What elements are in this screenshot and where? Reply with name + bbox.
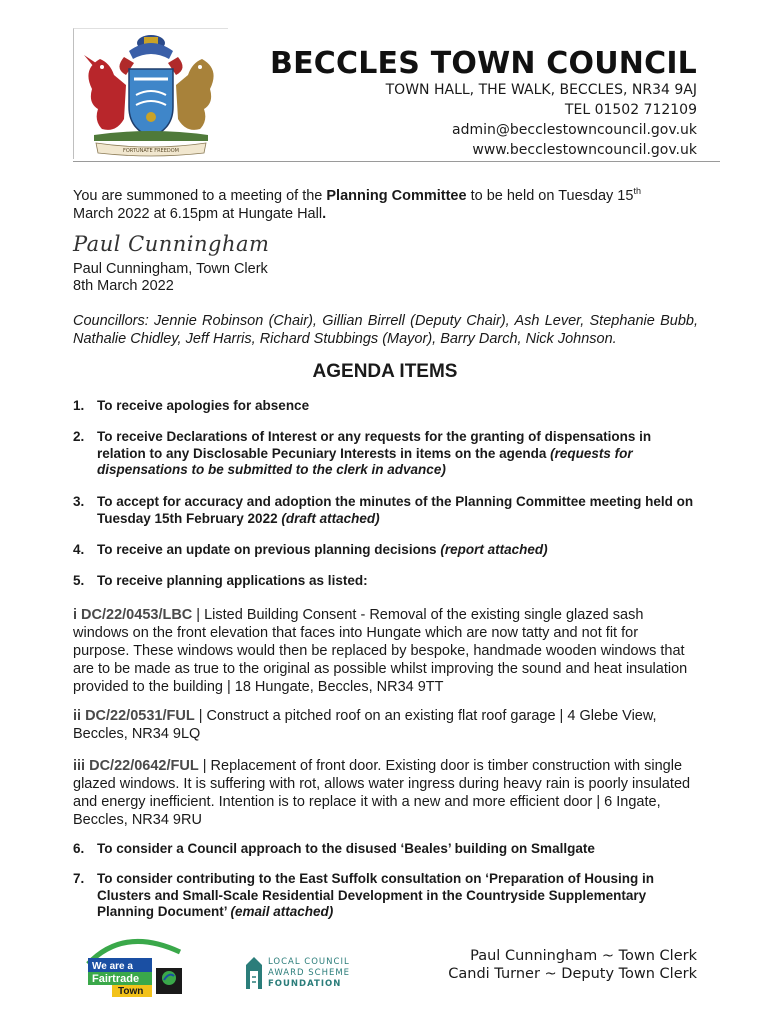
agenda-item: [73, 494, 698, 527]
header-divider: [73, 161, 720, 162]
item-number: 1.: [73, 398, 85, 413]
agenda-item: [73, 871, 698, 921]
contact-details: [386, 80, 697, 160]
address-line: TOWN HALL, THE WALK, BECCLES, NR34 9AJ: [385, 82, 697, 98]
lcas-text: [268, 957, 350, 990]
item-text: To receive Declarations of Interest or any requests for the granting of dispensations in relation to any Disclosable Pecuniary Interests in items on the agenda: [97, 429, 652, 461]
footer-clerk: Paul Cunningham ~ Town Clerk: [470, 948, 697, 964]
summons-end: .: [322, 205, 327, 222]
email-line: admin@becclestowncouncil.gov.uk: [452, 122, 697, 138]
website-line: www.becclestowncouncil.gov.uk: [472, 142, 697, 158]
application-ref: ii DC/22/0531/FUL: [73, 708, 195, 724]
item-note: (email attached): [230, 904, 334, 919]
council-name: BECCLES TOWN COUNCIL: [270, 46, 697, 81]
agenda-title: AGENDA ITEMS: [312, 361, 458, 382]
clerk-signature: Paul Cunningham: [73, 232, 270, 256]
lcas-foundation-icon: [244, 955, 264, 991]
crest-icon: [74, 29, 228, 159]
item-number: 5.: [73, 573, 85, 588]
lcas-line2: AWARD SCHEME: [268, 968, 351, 978]
application-text: | Construct a pitched roof on an existing flat roof garage | 4 Glebe View, Beccles, NR34 9LQ: [73, 708, 657, 742]
application-text: | Listed Building Consent - Removal of the existing single glazed sash windows on the front elevation that faces into Hungate which are now tatty and not fit for purpose. These windows would then be replaced by bespoke, handmade wooden windows that are to be made as true to the original as possible whilst improving the sound and heat insulation provided to the building | 18 Hungate, Beccles, NR34 9TT: [73, 607, 688, 695]
planning-application: [73, 757, 698, 829]
item-note: (report attached): [440, 542, 548, 557]
summons-line2: March 2022 at 6.15pm at Hungate Hall: [73, 205, 323, 222]
item-note: (requests for dispensations to be submitted to the clerk in advance): [97, 445, 633, 477]
item-number: 7.: [73, 871, 85, 886]
footer-deputy-clerk: Candi Turner ~ Deputy Town Clerk: [448, 966, 697, 982]
item-number: 4.: [73, 542, 85, 557]
telephone-line: TEL 01502 712109: [564, 102, 697, 118]
agenda-item: [73, 841, 698, 858]
item-number: 2.: [73, 429, 85, 444]
fairtrade-line3: Town: [118, 986, 144, 997]
summons-middle: to be held on Tuesday 15: [466, 187, 634, 204]
clerk-block: [73, 261, 268, 295]
summons-prefix: You are summoned to a meeting of the: [73, 187, 327, 204]
planning-application: [73, 707, 698, 743]
lcas-line1: LOCAL COUNCIL: [268, 957, 350, 967]
agenda-item: [73, 398, 698, 415]
clerk-name-title: Paul Cunningham, Town Clerk: [73, 261, 268, 277]
application-ref: i DC/22/0453/LBC: [73, 607, 193, 623]
date-suffix: th: [633, 186, 641, 196]
lcas-line3: FOUNDATION: [268, 979, 342, 989]
council-crest: [73, 28, 228, 159]
planning-application: [73, 606, 698, 696]
application-ref: iii DC/22/0642/FUL: [73, 758, 199, 774]
agenda-item: [73, 573, 698, 590]
item-text: To receive an update on previous planning decisions: [97, 542, 441, 557]
item-text: To receive apologies for absence: [97, 398, 310, 413]
meeting-summons: [73, 182, 713, 223]
application-text: | Replacement of front door. Existing door is timber construction with single glazed windows. It is suffering with rot, allows water ingress during heavy rain is poorly insulated and energy inefficient. Intention is to replace it with a new and more efficient door | 6 Ingate, Beccles, NR34 9RU: [73, 758, 691, 828]
item-text: To accept for accuracy and adoption the minutes of the Planning Committee meeting held on Tuesday 15th February 2022: [97, 494, 694, 526]
committee-name: Planning Committee: [326, 187, 467, 204]
fairtrade-town-icon: [84, 932, 188, 998]
crest-motto: FORTUNATE FREEDOM: [123, 148, 179, 154]
agenda-item: [73, 429, 698, 479]
item-number: 6.: [73, 841, 85, 856]
fairtrade-logo: [84, 932, 188, 998]
item-number: 3.: [73, 494, 85, 509]
footer-signatories: [448, 947, 697, 983]
item-text: To consider a Council approach to the disused ‘Beales’ building on Smallgate: [97, 841, 595, 856]
agenda-item: [73, 542, 698, 559]
item-text: To consider contributing to the East Suffolk consultation on ‘Preparation of Housing in Clusters and Small-Scale Residential Development in the Countryside Supplementary Planning Document’: [97, 871, 655, 919]
fairtrade-line1: We are a: [92, 961, 133, 972]
item-note: (draft attached): [281, 510, 380, 526]
item-text: To receive planning applications as listed:: [97, 573, 368, 588]
fairtrade-line2: Fairtrade: [92, 973, 140, 985]
councillors-list: Councillors: Jennie Robinson (Chair), Gillian Birrell (Deputy Chair), Ash Lever, Stephanie Bubb, Nathalie Chidley, Jeff Harris, Richard Stubbings (Mayor), Barry Darch, Nick Johnson.: [73, 313, 698, 347]
notice-date: 8th March 2022: [73, 278, 174, 294]
